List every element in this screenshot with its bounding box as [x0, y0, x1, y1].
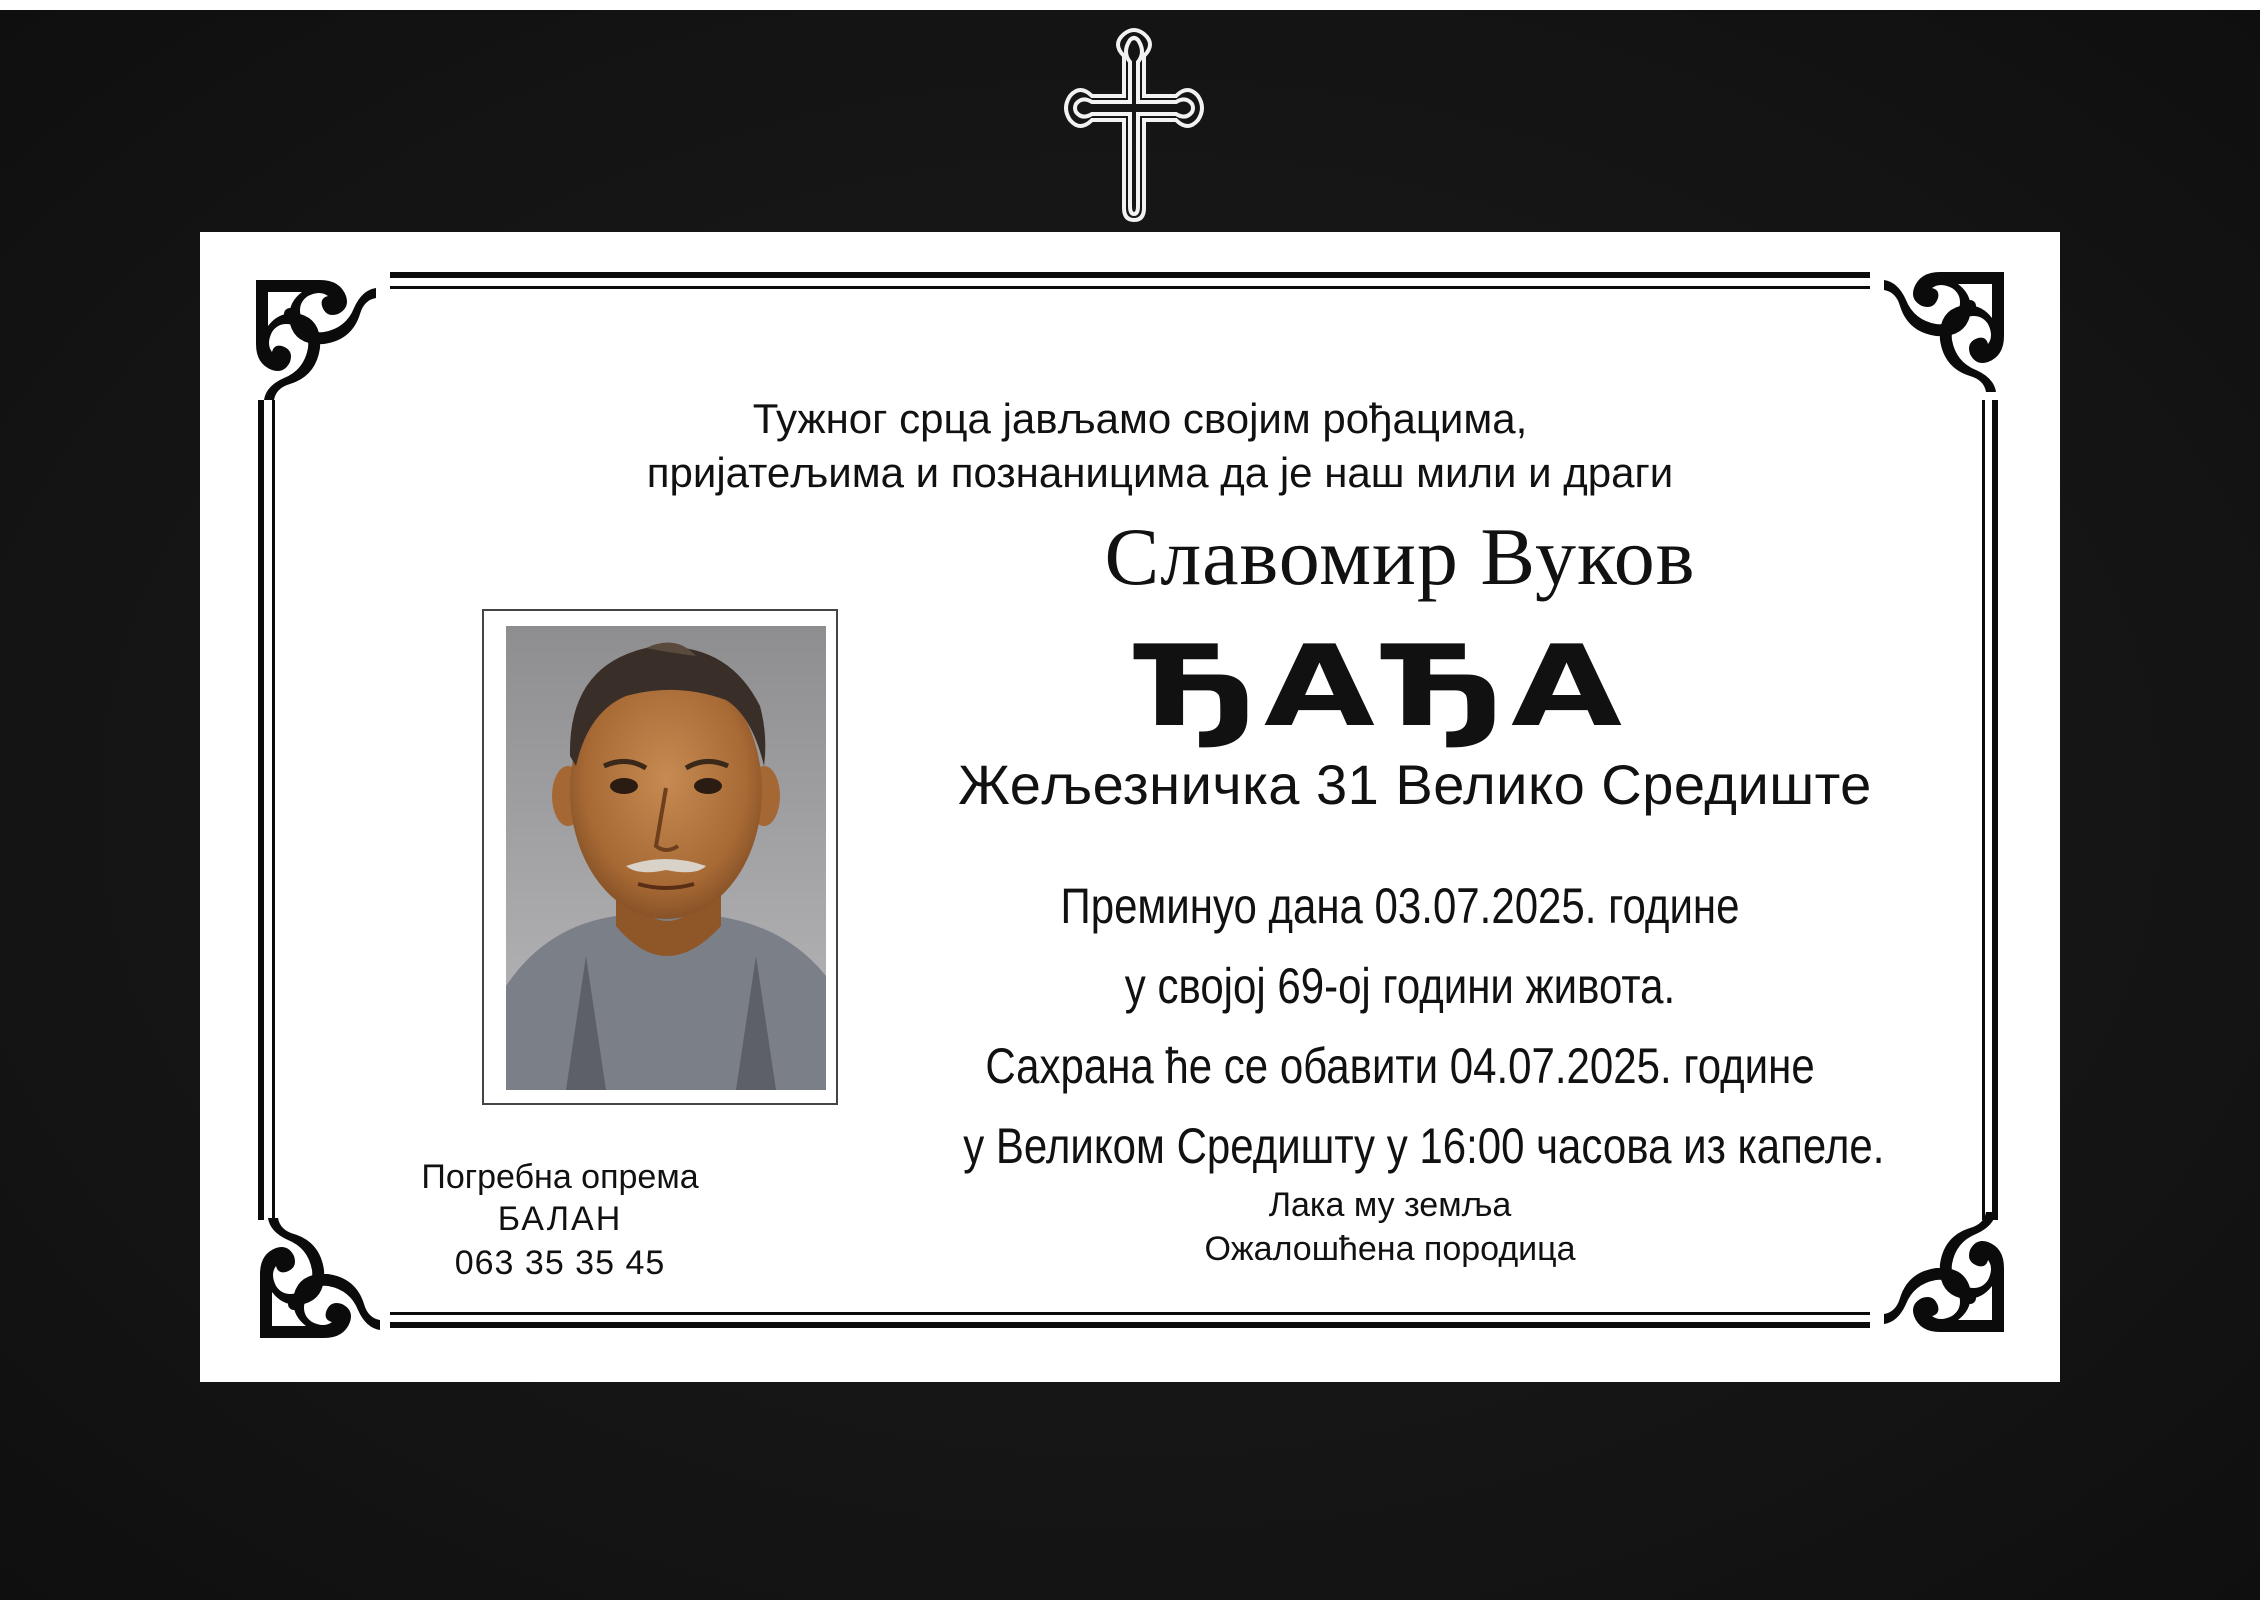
sponsor-label: Погребна опрема [421, 1158, 699, 1196]
funeral-date-line: Сахрана ће се обавити 04.07.2025. године [985, 1038, 1815, 1094]
corner-ornament-bottom-right-icon [1880, 1208, 2010, 1338]
address: Жељезничка 31 Велико Средиште [958, 753, 1872, 816]
frame-right-inner-line [1982, 400, 1985, 1220]
intro-line-1: Тужног срца јављамо својим рођацима, [752, 395, 1528, 442]
sponsor-phone: 063 35 35 45 [454, 1244, 666, 1282]
death-date-line: Преминуо дана 03.07.2025. године [1060, 878, 1740, 934]
intro-line-2: пријатељима и познаницима да је наш мили и драги [646, 449, 1674, 496]
frame-left-inner-line [272, 400, 275, 1220]
frame-top-outer-line [390, 272, 1870, 278]
funeral-place-line: у Великом Средишту у 16:00 часова из капеле. [963, 1118, 1885, 1174]
age-line: у својој 69-ој години живота. [1124, 958, 1676, 1014]
sponsor-company: БАЛАН [497, 1200, 623, 1238]
frame-bottom-inner-line [390, 1312, 1870, 1315]
frame-bottom-outer-line [390, 1322, 1870, 1328]
frame-left-outer-line [258, 400, 264, 1220]
corner-ornament-top-left-icon [250, 274, 380, 404]
deceased-name: Славомир Вуков [1104, 511, 1696, 602]
death-and-funeral-details [880, 866, 1920, 1186]
corner-ornament-top-right-icon [1880, 266, 2010, 396]
frame-top-inner-line [390, 286, 1870, 289]
frame-right-outer-line [1992, 400, 1998, 1220]
cross-icon [1062, 26, 1206, 222]
deceased-nickname: ЂАЂА [1132, 622, 1628, 752]
portrait-photo [506, 626, 826, 1090]
closing-line-1: Лака му земља [1268, 1186, 1512, 1224]
closing-line-2: Ожалошћена породица [1204, 1230, 1576, 1268]
